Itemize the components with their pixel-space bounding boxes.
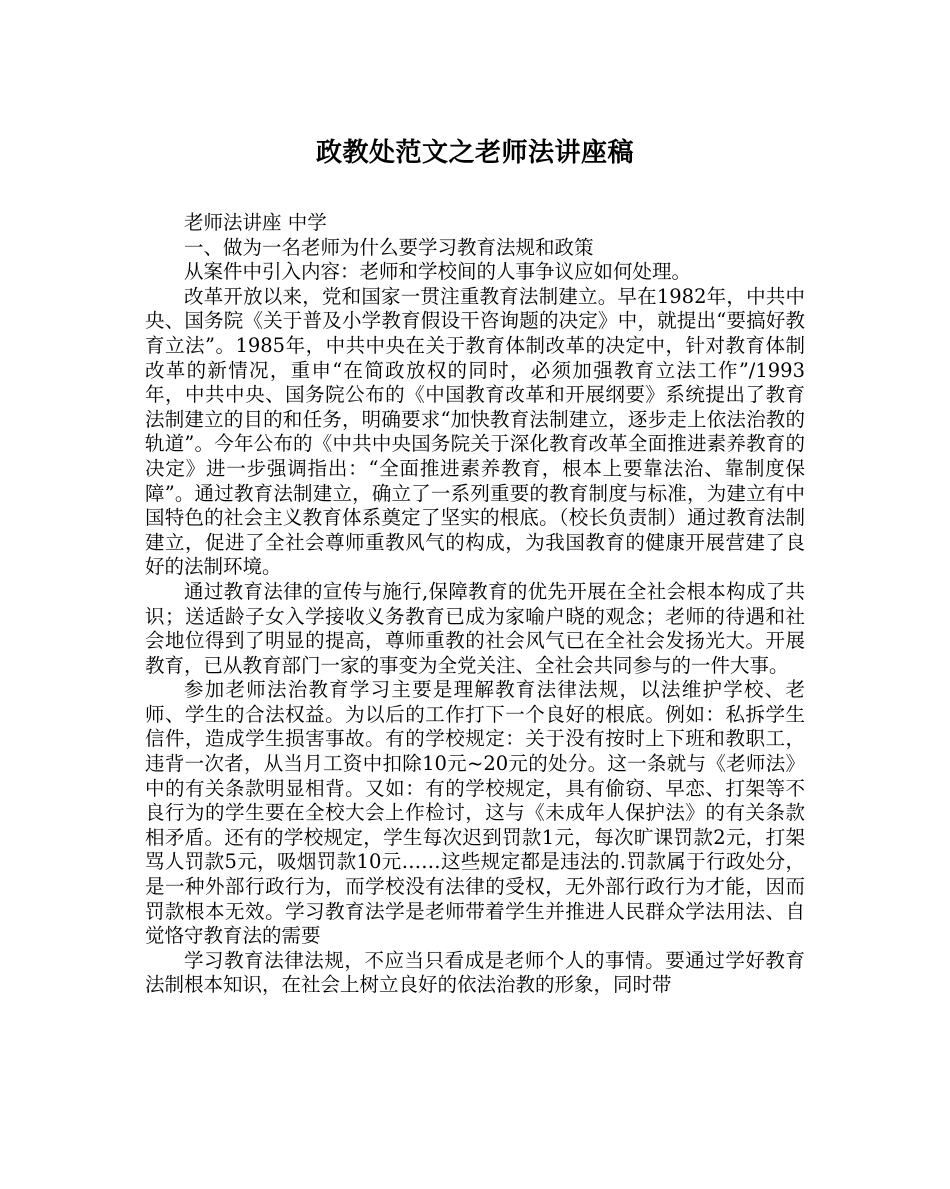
body-paragraph: 一、做为一名老师为什么要学习教育法规和政策 xyxy=(184,235,594,259)
document-body xyxy=(145,211,805,998)
body-paragraph: 参加老师法治教育学习主要是理解教育法律法规，以法维护学校、老师、学生的合法权益。为以后的工作打下一个良好的根底。例如：私拆学生信件，造成学生损害事故。有的学校规定：关于没有按时上下班和教职工，违背一次者，从当月工资中扣除10元~20元的处分。这一条就与《老师法》中的有关条款明显相背。又如：有的学校规定，具有偷窃、早恋、打架等不良行为的学生要在全校大会上作检讨，这与《未成年人保护法》的有关条款相矛盾。还有的学校规定，学生每次迟到罚款1元，每次旷课罚款2元，打架骂人罚款5元，吸烟罚款10元……这些规定都是违法的.罚款属于行政处分，是一种外部行政行为，而学校没有法律的受权，无外部行政行为才能，因而罚款根本无效。学习教育法学是老师带着学生并推进人民群众学法用法、自觉恪守教育法的需要 xyxy=(145,678,805,948)
document-title: 政教处范文之老师法讲座稿 xyxy=(315,138,634,168)
body-paragraph: 改革开放以来，党和国家一贯注重教育法制建立。早在1982年，中共中央、国务院《关于普及小学教育假设干咨询题的决定》中，就提出“要搞好教育立法”。1985年，中共中央在关于教育体制改革的决定中，针对教育体制改革的新情况，重申“在简政放权的同时，必须加强教育立法工作”/1993年，中共中央、国务院公布的《中国教育改革和开展纲要》系统提出了教育法制建立的目的和任务，明确要求“加快教育法制建立，逐步走上依法治教的轨道”。今年公布的《中共中央国务院关于深化教育改革全面推进素养教育的决定》进一步强调指出：“全面推进素养教育，根本上要靠法治、靠制度保障”。通过教育法制建立，确立了一系列重要的教育制度与标准，为建立有中国特色的社会主义教育体系奠定了坚实的根底。（校长负责制）通过教育法制建立，促进了全社会尊师重教风气的构成，为我国教育的健康开展营建了良好的法制环境。 xyxy=(145,284,805,579)
body-paragraph: 通过教育法律的宣传与施行,保障教育的优先开展在全社会根本构成了共识；送适龄子女入学接收义务教育已成为家喻户晓的观念；老师的待遇和社会地位得到了明显的提高，尊师重教的社会风气已在全社会发扬光大。开展教育，已从教育部门一家的事变为全党关注、全社会共同参与的一件大事。 xyxy=(145,579,805,677)
body-paragraph: 从案件中引入内容：老师和学校间的人事争议应如何处理。 xyxy=(184,260,692,284)
body-paragraph: 学习教育法律法规，不应当只看成是老师个人的事情。要通过学好教育法制根本知识，在社会上树立良好的依法治教的形象，同时带 xyxy=(145,948,805,997)
body-paragraph: 老师法讲座 中学 xyxy=(184,211,327,234)
